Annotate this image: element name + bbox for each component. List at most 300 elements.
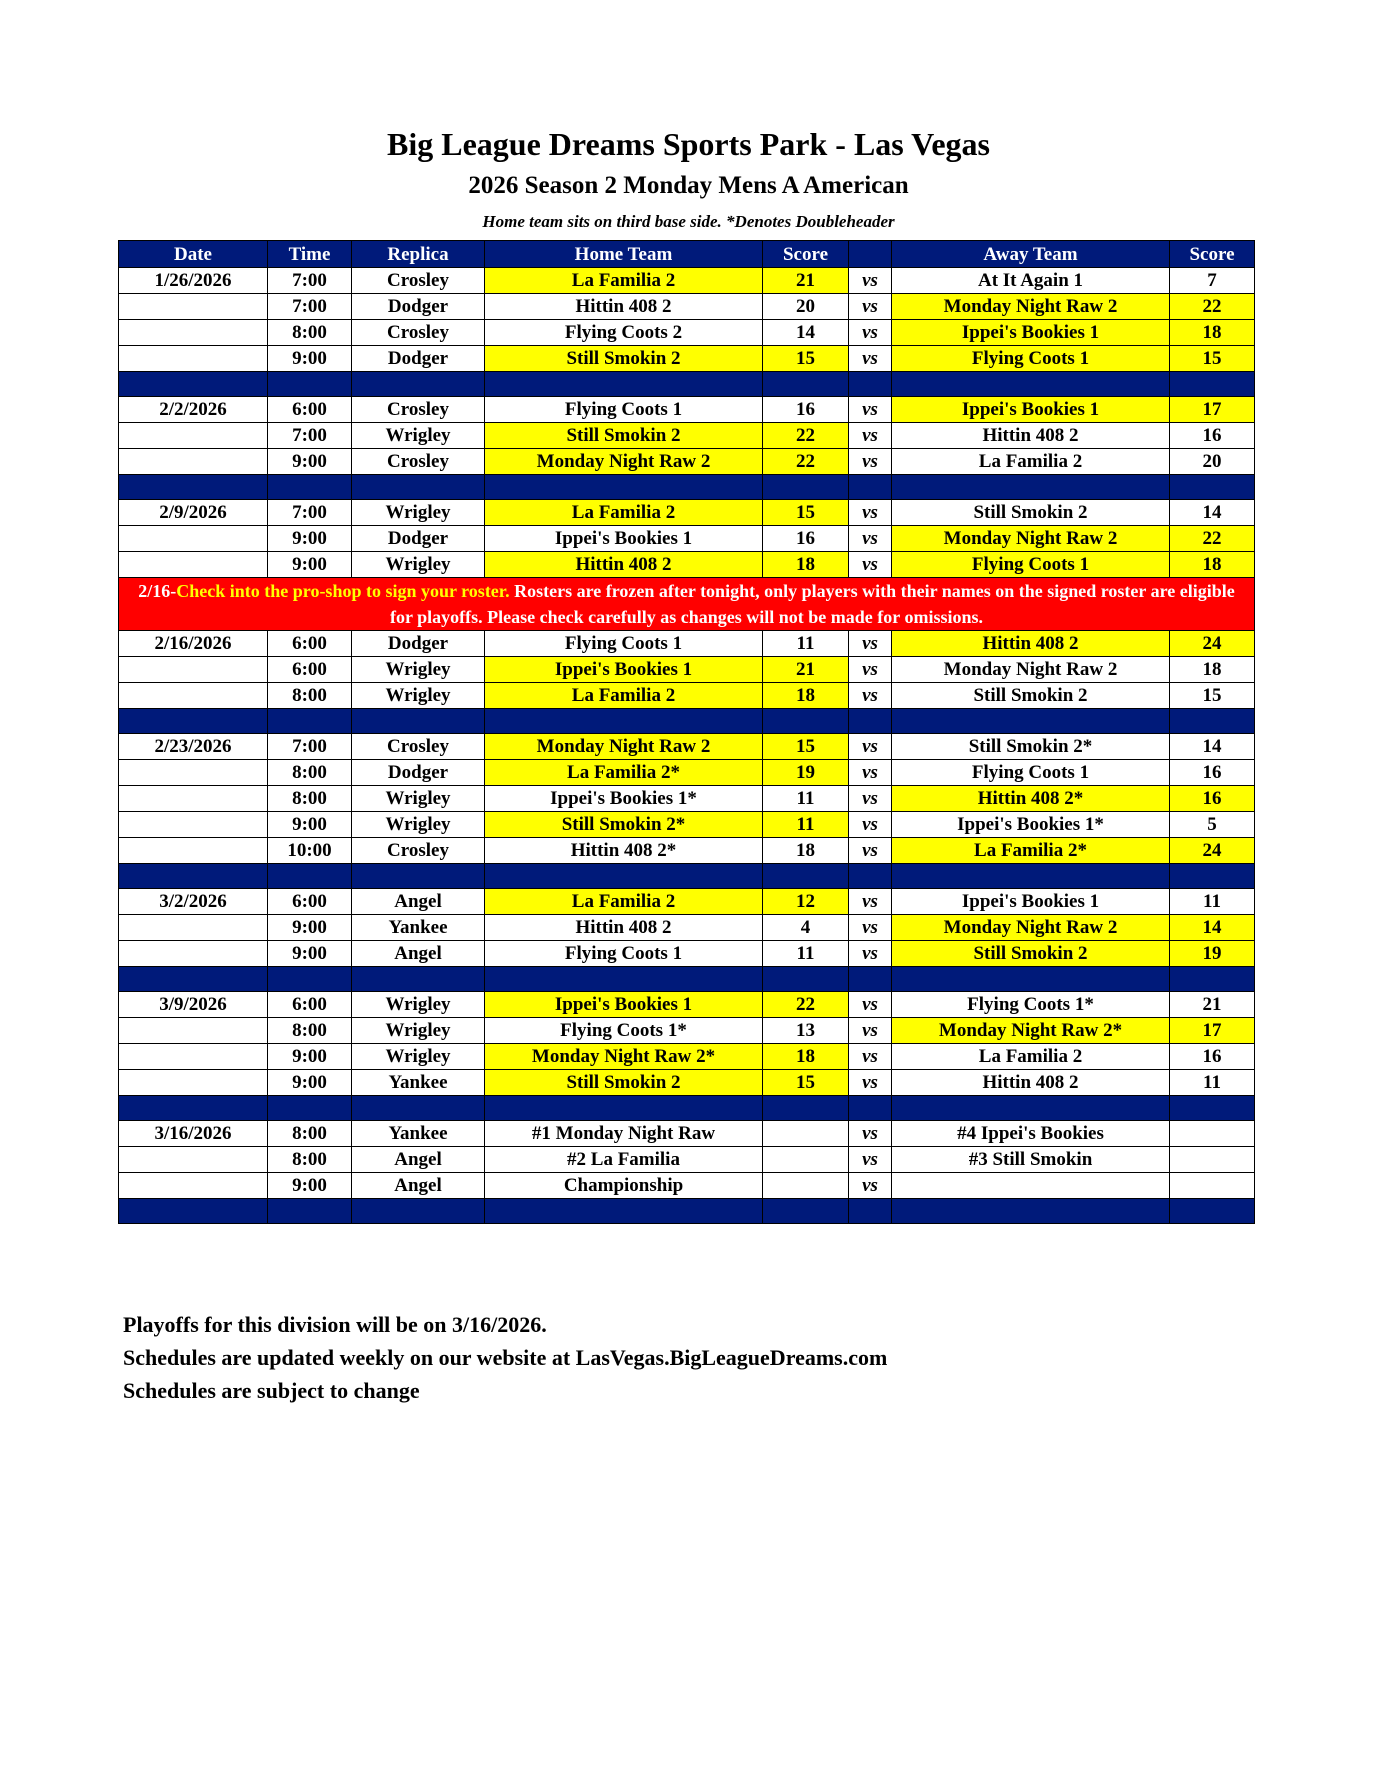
away-team: Hittin 408 2 bbox=[892, 631, 1170, 657]
game-time: 8:00 bbox=[268, 1121, 352, 1147]
game-field: Crosley bbox=[352, 734, 485, 760]
vs-label: vs bbox=[849, 657, 892, 683]
col-header-vs bbox=[849, 241, 892, 268]
notice-highlight: Check into the pro-shop to sign your roster. bbox=[176, 581, 510, 601]
away-team: Flying Coots 1 bbox=[892, 346, 1170, 372]
game-date bbox=[119, 1173, 268, 1199]
game-row bbox=[119, 423, 1255, 449]
page-subtitle: 2026 Season 2 Monday Mens A American bbox=[468, 172, 909, 199]
game-row bbox=[119, 734, 1255, 760]
game-field: Wrigley bbox=[352, 683, 485, 709]
separator-cell bbox=[892, 1199, 1170, 1224]
away-score: 14 bbox=[1170, 500, 1255, 526]
game-time: 9:00 bbox=[268, 552, 352, 578]
game-time: 8:00 bbox=[268, 683, 352, 709]
home-score: 18 bbox=[763, 552, 849, 578]
game-time: 6:00 bbox=[268, 397, 352, 423]
game-field: Wrigley bbox=[352, 500, 485, 526]
vs-label: vs bbox=[849, 346, 892, 372]
game-time: 8:00 bbox=[268, 1018, 352, 1044]
game-row bbox=[119, 1173, 1255, 1199]
away-team: Still Smokin 2 bbox=[892, 941, 1170, 967]
game-field: Angel bbox=[352, 1173, 485, 1199]
game-field: Crosley bbox=[352, 268, 485, 294]
game-time: 7:00 bbox=[268, 294, 352, 320]
week-separator bbox=[119, 372, 1255, 397]
game-time: 9:00 bbox=[268, 1044, 352, 1070]
home-score: 15 bbox=[763, 500, 849, 526]
home-score: 15 bbox=[763, 734, 849, 760]
game-row bbox=[119, 552, 1255, 578]
game-time: 9:00 bbox=[268, 346, 352, 372]
page-title: Big League Dreams Sports Park - Las Vegas bbox=[387, 126, 990, 162]
home-team: Monday Night Raw 2 bbox=[485, 734, 763, 760]
separator-cell bbox=[352, 1199, 485, 1224]
home-team: Hittin 408 2 bbox=[485, 915, 763, 941]
game-field: Wrigley bbox=[352, 1018, 485, 1044]
separator-cell bbox=[268, 372, 352, 397]
footer-change-notice: Schedules are subject to change bbox=[123, 1378, 420, 1403]
home-score: 15 bbox=[763, 1070, 849, 1096]
vs-label: vs bbox=[849, 1147, 892, 1173]
game-date: 3/16/2026 bbox=[119, 1121, 268, 1147]
away-score: 17 bbox=[1170, 1018, 1255, 1044]
away-score: 20 bbox=[1170, 449, 1255, 475]
home-score: 20 bbox=[763, 294, 849, 320]
away-score: 5 bbox=[1170, 812, 1255, 838]
game-date bbox=[119, 1018, 268, 1044]
game-field: Dodger bbox=[352, 294, 485, 320]
vs-label: vs bbox=[849, 734, 892, 760]
separator-cell bbox=[352, 372, 485, 397]
separator-cell bbox=[892, 475, 1170, 500]
game-date: 3/2/2026 bbox=[119, 889, 268, 915]
game-time: 8:00 bbox=[268, 760, 352, 786]
separator-cell bbox=[849, 1199, 892, 1224]
game-row bbox=[119, 838, 1255, 864]
game-time: 6:00 bbox=[268, 631, 352, 657]
separator-cell bbox=[892, 1096, 1170, 1121]
away-score: 14 bbox=[1170, 734, 1255, 760]
game-time: 9:00 bbox=[268, 941, 352, 967]
away-score: 11 bbox=[1170, 889, 1255, 915]
game-time: 9:00 bbox=[268, 1070, 352, 1096]
home-team: La Familia 2 bbox=[485, 268, 763, 294]
separator-cell bbox=[892, 864, 1170, 889]
vs-label: vs bbox=[849, 320, 892, 346]
game-field: Crosley bbox=[352, 320, 485, 346]
game-time: 7:00 bbox=[268, 268, 352, 294]
game-row bbox=[119, 1121, 1255, 1147]
footer-playoffs: Playoffs for this division will be on 3/16/2026. bbox=[123, 1312, 547, 1337]
game-field: Angel bbox=[352, 889, 485, 915]
game-row bbox=[119, 449, 1255, 475]
home-score: 15 bbox=[763, 346, 849, 372]
game-row bbox=[119, 1070, 1255, 1096]
game-row bbox=[119, 346, 1255, 372]
vs-label: vs bbox=[849, 1070, 892, 1096]
game-time: 9:00 bbox=[268, 1173, 352, 1199]
separator-cell bbox=[119, 1199, 268, 1224]
home-score: 22 bbox=[763, 423, 849, 449]
game-row bbox=[119, 631, 1255, 657]
away-team: La Familia 2* bbox=[892, 838, 1170, 864]
separator-cell bbox=[268, 1199, 352, 1224]
away-team: Still Smokin 2* bbox=[892, 734, 1170, 760]
game-field: Angel bbox=[352, 1147, 485, 1173]
away-team: Monday Night Raw 2 bbox=[892, 294, 1170, 320]
away-score bbox=[1170, 1173, 1255, 1199]
col-header-home-team: Home Team bbox=[485, 241, 763, 268]
week-separator bbox=[119, 475, 1255, 500]
roster-notice bbox=[119, 578, 1255, 631]
away-score: 14 bbox=[1170, 915, 1255, 941]
game-row bbox=[119, 786, 1255, 812]
game-date bbox=[119, 1070, 268, 1096]
game-field: Wrigley bbox=[352, 1044, 485, 1070]
game-date: 2/23/2026 bbox=[119, 734, 268, 760]
separator-cell bbox=[849, 1096, 892, 1121]
away-score: 18 bbox=[1170, 320, 1255, 346]
home-score: 16 bbox=[763, 526, 849, 552]
game-row bbox=[119, 915, 1255, 941]
game-row bbox=[119, 526, 1255, 552]
away-score: 19 bbox=[1170, 941, 1255, 967]
week-separator bbox=[119, 967, 1255, 992]
vs-label: vs bbox=[849, 552, 892, 578]
home-team: #2 La Familia bbox=[485, 1147, 763, 1173]
away-score: 15 bbox=[1170, 683, 1255, 709]
away-score: 16 bbox=[1170, 1044, 1255, 1070]
game-date bbox=[119, 915, 268, 941]
game-field: Crosley bbox=[352, 449, 485, 475]
game-date bbox=[119, 294, 268, 320]
away-score bbox=[1170, 1147, 1255, 1173]
game-time: 9:00 bbox=[268, 526, 352, 552]
vs-label: vs bbox=[849, 1018, 892, 1044]
game-date: 1/26/2026 bbox=[119, 268, 268, 294]
home-team: Ippei's Bookies 1 bbox=[485, 657, 763, 683]
game-date bbox=[119, 838, 268, 864]
separator-cell bbox=[485, 475, 763, 500]
game-date bbox=[119, 786, 268, 812]
home-team: Flying Coots 1 bbox=[485, 631, 763, 657]
away-score: 18 bbox=[1170, 657, 1255, 683]
separator-cell bbox=[352, 864, 485, 889]
home-team: Hittin 408 2 bbox=[485, 294, 763, 320]
away-team: #3 Still Smokin bbox=[892, 1147, 1170, 1173]
vs-label: vs bbox=[849, 526, 892, 552]
game-time: 8:00 bbox=[268, 320, 352, 346]
game-row bbox=[119, 500, 1255, 526]
separator-cell bbox=[352, 709, 485, 734]
vs-label: vs bbox=[849, 449, 892, 475]
home-score: 11 bbox=[763, 812, 849, 838]
separator-cell bbox=[268, 864, 352, 889]
away-score: 16 bbox=[1170, 760, 1255, 786]
separator-cell bbox=[763, 864, 849, 889]
separator-cell bbox=[763, 372, 849, 397]
away-team: Flying Coots 1 bbox=[892, 552, 1170, 578]
game-row bbox=[119, 992, 1255, 1018]
separator-cell bbox=[352, 475, 485, 500]
home-team: Still Smokin 2 bbox=[485, 346, 763, 372]
away-score: 11 bbox=[1170, 1070, 1255, 1096]
separator-cell bbox=[485, 372, 763, 397]
away-team: Still Smokin 2 bbox=[892, 500, 1170, 526]
game-date bbox=[119, 526, 268, 552]
separator-cell bbox=[849, 709, 892, 734]
game-date bbox=[119, 423, 268, 449]
home-team: Championship bbox=[485, 1173, 763, 1199]
vs-label: vs bbox=[849, 812, 892, 838]
home-team: Flying Coots 1 bbox=[485, 397, 763, 423]
away-score: 15 bbox=[1170, 346, 1255, 372]
game-time: 10:00 bbox=[268, 838, 352, 864]
away-team: Ippei's Bookies 1 bbox=[892, 320, 1170, 346]
game-row bbox=[119, 1044, 1255, 1070]
vs-label: vs bbox=[849, 1173, 892, 1199]
home-score: 19 bbox=[763, 760, 849, 786]
home-team: Still Smokin 2 bbox=[485, 1070, 763, 1096]
separator-cell bbox=[485, 1096, 763, 1121]
home-team: #1 Monday Night Raw bbox=[485, 1121, 763, 1147]
separator-cell bbox=[763, 709, 849, 734]
col-header-date: Date bbox=[119, 241, 268, 268]
game-row bbox=[119, 1147, 1255, 1173]
header-row bbox=[119, 241, 1255, 268]
away-team: Monday Night Raw 2* bbox=[892, 1018, 1170, 1044]
away-score: 7 bbox=[1170, 268, 1255, 294]
home-score bbox=[763, 1173, 849, 1199]
game-field: Dodger bbox=[352, 631, 485, 657]
home-score: 18 bbox=[763, 1044, 849, 1070]
vs-label: vs bbox=[849, 294, 892, 320]
col-header-time: Time bbox=[268, 241, 352, 268]
home-team: Monday Night Raw 2 bbox=[485, 449, 763, 475]
game-row bbox=[119, 760, 1255, 786]
away-score: 16 bbox=[1170, 786, 1255, 812]
away-team: Monday Night Raw 2 bbox=[892, 526, 1170, 552]
separator-cell bbox=[849, 864, 892, 889]
game-field: Dodger bbox=[352, 526, 485, 552]
game-time: 9:00 bbox=[268, 812, 352, 838]
vs-label: vs bbox=[849, 760, 892, 786]
week-separator bbox=[119, 709, 1255, 734]
separator-cell bbox=[352, 967, 485, 992]
game-row bbox=[119, 397, 1255, 423]
home-score bbox=[763, 1147, 849, 1173]
game-date bbox=[119, 1147, 268, 1173]
home-team: La Familia 2 bbox=[485, 500, 763, 526]
separator-cell bbox=[892, 372, 1170, 397]
home-team: Hittin 408 2* bbox=[485, 838, 763, 864]
home-team: Still Smokin 2 bbox=[485, 423, 763, 449]
separator-cell bbox=[1170, 1199, 1255, 1224]
game-field: Yankee bbox=[352, 1121, 485, 1147]
away-score: 24 bbox=[1170, 631, 1255, 657]
game-field: Yankee bbox=[352, 1070, 485, 1096]
vs-label: vs bbox=[849, 992, 892, 1018]
away-score: 22 bbox=[1170, 526, 1255, 552]
game-row bbox=[119, 657, 1255, 683]
separator-cell bbox=[268, 1096, 352, 1121]
away-score: 22 bbox=[1170, 294, 1255, 320]
separator-cell bbox=[763, 1096, 849, 1121]
away-team: #4 Ippei's Bookies bbox=[892, 1121, 1170, 1147]
col-header-away-team: Away Team bbox=[892, 241, 1170, 268]
home-score: 11 bbox=[763, 941, 849, 967]
home-score: 18 bbox=[763, 838, 849, 864]
vs-label: vs bbox=[849, 500, 892, 526]
away-team: Monday Night Raw 2 bbox=[892, 915, 1170, 941]
schedule-table bbox=[118, 240, 1255, 1224]
vs-label: vs bbox=[849, 1121, 892, 1147]
game-time: 8:00 bbox=[268, 1147, 352, 1173]
home-team: Flying Coots 2 bbox=[485, 320, 763, 346]
separator-cell bbox=[849, 372, 892, 397]
separator-cell bbox=[485, 967, 763, 992]
game-date: 2/16/2026 bbox=[119, 631, 268, 657]
vs-label: vs bbox=[849, 1044, 892, 1070]
game-date: 2/9/2026 bbox=[119, 500, 268, 526]
separator-cell bbox=[1170, 372, 1255, 397]
home-team: Flying Coots 1* bbox=[485, 1018, 763, 1044]
game-time: 6:00 bbox=[268, 889, 352, 915]
home-score: 11 bbox=[763, 631, 849, 657]
away-team: Hittin 408 2 bbox=[892, 423, 1170, 449]
schedule-note: Home team sits on third base side. *Denotes Doubleheader bbox=[482, 212, 895, 231]
home-team: Still Smokin 2* bbox=[485, 812, 763, 838]
home-score: 21 bbox=[763, 657, 849, 683]
separator-cell bbox=[119, 372, 268, 397]
game-field: Wrigley bbox=[352, 423, 485, 449]
separator-cell bbox=[119, 475, 268, 500]
separator-cell bbox=[485, 709, 763, 734]
vs-label: vs bbox=[849, 683, 892, 709]
away-team: La Familia 2 bbox=[892, 1044, 1170, 1070]
vs-label: vs bbox=[849, 268, 892, 294]
home-score: 22 bbox=[763, 992, 849, 1018]
game-field: Wrigley bbox=[352, 992, 485, 1018]
home-score: 18 bbox=[763, 683, 849, 709]
game-field: Angel bbox=[352, 941, 485, 967]
separator-cell bbox=[849, 967, 892, 992]
vs-label: vs bbox=[849, 838, 892, 864]
game-time: 8:00 bbox=[268, 786, 352, 812]
week-separator bbox=[119, 864, 1255, 889]
game-time: 9:00 bbox=[268, 915, 352, 941]
separator-cell bbox=[1170, 709, 1255, 734]
separator-cell bbox=[119, 1096, 268, 1121]
game-field: Wrigley bbox=[352, 657, 485, 683]
away-score: 24 bbox=[1170, 838, 1255, 864]
game-date bbox=[119, 552, 268, 578]
game-date bbox=[119, 683, 268, 709]
home-team: La Familia 2 bbox=[485, 683, 763, 709]
away-team: Ippei's Bookies 1* bbox=[892, 812, 1170, 838]
game-time: 7:00 bbox=[268, 500, 352, 526]
separator-cell bbox=[119, 967, 268, 992]
away-team: Flying Coots 1 bbox=[892, 760, 1170, 786]
game-field: Wrigley bbox=[352, 786, 485, 812]
game-date bbox=[119, 812, 268, 838]
col-header-home-score: Score bbox=[763, 241, 849, 268]
table-footer-bar bbox=[119, 1199, 1255, 1224]
away-team: Ippei's Bookies 1 bbox=[892, 889, 1170, 915]
game-field: Wrigley bbox=[352, 812, 485, 838]
game-date bbox=[119, 1044, 268, 1070]
game-row bbox=[119, 889, 1255, 915]
col-header-replica: Replica bbox=[352, 241, 485, 268]
game-date bbox=[119, 449, 268, 475]
notice-text: Rosters are frozen after tonight, only players with their names on the signed roster are eligible for playoffs. Please check carefully as changes will not be made for omissions. bbox=[390, 581, 1235, 627]
game-time: 6:00 bbox=[268, 992, 352, 1018]
game-row bbox=[119, 812, 1255, 838]
separator-cell bbox=[268, 967, 352, 992]
home-team: Hittin 408 2 bbox=[485, 552, 763, 578]
away-team: Hittin 408 2 bbox=[892, 1070, 1170, 1096]
game-row bbox=[119, 268, 1255, 294]
home-score: 12 bbox=[763, 889, 849, 915]
away-team: At It Again 1 bbox=[892, 268, 1170, 294]
home-team: Flying Coots 1 bbox=[485, 941, 763, 967]
game-date bbox=[119, 320, 268, 346]
game-date bbox=[119, 346, 268, 372]
game-date bbox=[119, 941, 268, 967]
separator-cell bbox=[1170, 967, 1255, 992]
game-date bbox=[119, 760, 268, 786]
home-score: 21 bbox=[763, 268, 849, 294]
separator-cell bbox=[1170, 864, 1255, 889]
game-field: Dodger bbox=[352, 760, 485, 786]
game-field: Crosley bbox=[352, 397, 485, 423]
separator-cell bbox=[763, 1199, 849, 1224]
away-score: 16 bbox=[1170, 423, 1255, 449]
separator-cell bbox=[485, 1199, 763, 1224]
away-score: 17 bbox=[1170, 397, 1255, 423]
separator-cell bbox=[892, 709, 1170, 734]
roster-notice-row bbox=[119, 578, 1255, 631]
vs-label: vs bbox=[849, 423, 892, 449]
separator-cell bbox=[119, 864, 268, 889]
game-row bbox=[119, 1018, 1255, 1044]
separator-cell bbox=[119, 709, 268, 734]
game-time: 6:00 bbox=[268, 657, 352, 683]
home-score: 16 bbox=[763, 397, 849, 423]
game-date bbox=[119, 657, 268, 683]
game-field: Dodger bbox=[352, 346, 485, 372]
game-time: 7:00 bbox=[268, 423, 352, 449]
away-score: 18 bbox=[1170, 552, 1255, 578]
away-team: La Familia 2 bbox=[892, 449, 1170, 475]
separator-cell bbox=[1170, 1096, 1255, 1121]
separator-cell bbox=[892, 967, 1170, 992]
game-date: 3/9/2026 bbox=[119, 992, 268, 1018]
vs-label: vs bbox=[849, 915, 892, 941]
separator-cell bbox=[763, 475, 849, 500]
home-score: 13 bbox=[763, 1018, 849, 1044]
separator-cell bbox=[1170, 475, 1255, 500]
home-score: 22 bbox=[763, 449, 849, 475]
game-date: 2/2/2026 bbox=[119, 397, 268, 423]
game-row bbox=[119, 320, 1255, 346]
footer-website: Schedules are updated weekly on our website at LasVegas.BigLeagueDreams.com bbox=[123, 1345, 888, 1370]
game-time: 9:00 bbox=[268, 449, 352, 475]
home-score bbox=[763, 1121, 849, 1147]
col-header-away-score: Score bbox=[1170, 241, 1255, 268]
home-team: La Familia 2* bbox=[485, 760, 763, 786]
